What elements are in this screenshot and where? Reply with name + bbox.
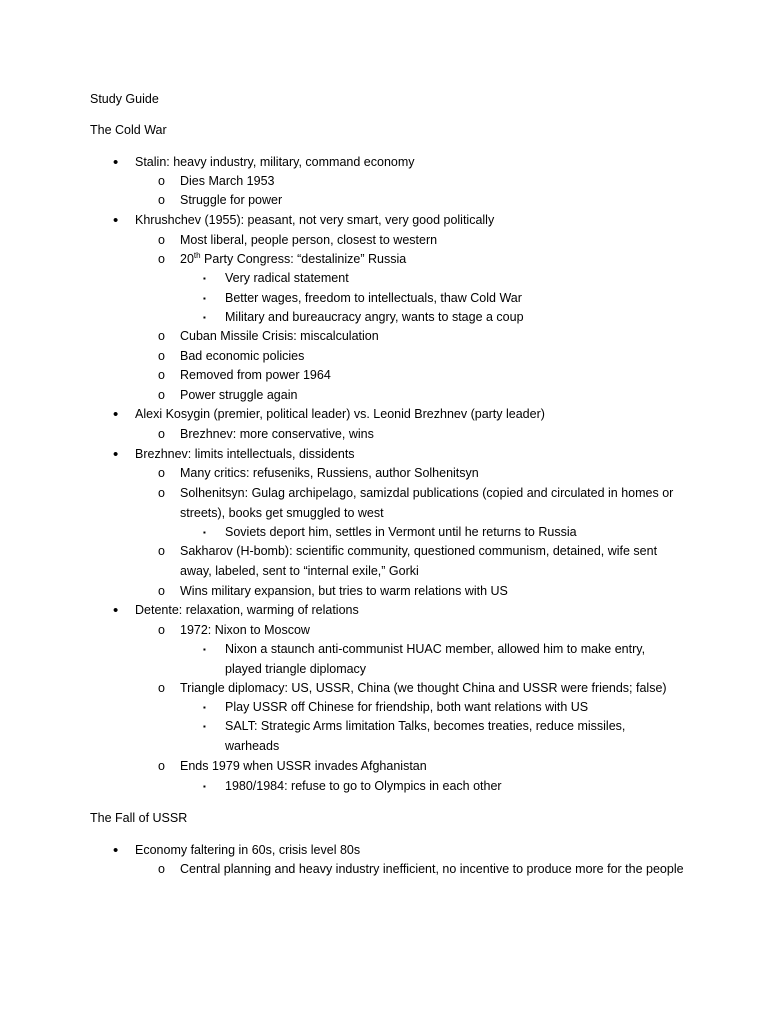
- circle-marker: o: [158, 349, 165, 363]
- circle-marker: o: [158, 759, 165, 773]
- bullet-marker: •: [113, 842, 119, 859]
- square-marker: ▪: [203, 294, 206, 303]
- bullet-marker: •: [113, 446, 119, 463]
- section-heading-cold-war: The Cold War: [90, 123, 167, 137]
- square-marker: ▪: [203, 703, 206, 712]
- circle-marker: o: [158, 193, 165, 207]
- square-marker: ▪: [203, 274, 206, 283]
- circle-marker: o: [158, 252, 165, 266]
- circle-marker: o: [158, 584, 165, 598]
- square-marker: ▪: [203, 528, 206, 537]
- section-heading-fall-of-ussr: The Fall of USSR: [90, 811, 188, 825]
- bullet-marker: •: [113, 212, 119, 229]
- circle-marker: o: [158, 427, 165, 441]
- document-title: Study Guide: [90, 92, 159, 106]
- circle-marker: o: [158, 862, 165, 876]
- circle-marker: o: [158, 329, 165, 343]
- circle-marker: o: [158, 174, 165, 188]
- circle-marker: o: [158, 486, 165, 500]
- circle-marker: o: [158, 233, 165, 247]
- circle-marker: o: [158, 623, 165, 637]
- square-marker: ▪: [203, 722, 206, 731]
- bullet-marker: •: [113, 602, 119, 619]
- bullet-marker: •: [113, 154, 119, 171]
- circle-marker: o: [158, 681, 165, 695]
- circle-marker: o: [158, 466, 165, 480]
- bullet-marker: •: [113, 406, 119, 423]
- circle-marker: o: [158, 388, 165, 402]
- circle-marker: o: [158, 544, 165, 558]
- circle-marker: o: [158, 368, 165, 382]
- square-marker: ▪: [203, 782, 206, 791]
- square-marker: ▪: [203, 645, 206, 654]
- square-marker: ▪: [203, 313, 206, 322]
- document-page: Study Guide The Cold War • Stalin: heavy industry, military, command economy o Dies March 1953 o Struggle for power • Khrushchev (1955): peasant, not very smart, very good politically o Most liberal, people person, closest to western o 20th Party Congress: “destalinize” Russia ▪ Very radical statement ▪ Better wages, freedom to intellectuals, thaw Cold War ▪ Military and bureaucracy angry, wants to stage a coup o Cuban Missile Crisis: miscalculation o Bad economic policies o Removed from power 1964 o Power struggle again • Alexi Kosygin (premier, political leader) vs. Leonid Brezhnev (party leader) o Brezhnev: more conservative, wins • Brezhnev: limits intellectuals, dissidents o Many critics: refuseniks, Russiens, author Solhenitsyn o Solhenitsyn: Gulag archipelago, samizdal publications (copied and circulated in homes or streets), books get smuggled to west ▪ Soviets deport him, settles in Vermont until he returns to Russia o Sakharov (H-bomb): scientific community, questioned communism, detained, wife sent away, labeled, sent to “internal exile,” Gorki o Wins military expansion, but tries to warm relations with US • Detente: relaxation, warming of relations o 1972: Nixon to Moscow ▪ Nixon a staunch anti-communist HUAC member, allowed him to make entry, played triangle diplomacy o Triangle diplomacy: US, USSR, China (we thought China and USSR were friends; false) ▪ Play USSR off Chinese for friendship, both want relations with US ▪ SALT: Strategic Arms limitation Talks, becomes treaties, reduce missiles, warheads o Ends 1979 when USSR invades Afghanistan ▪ 1980/1984: refuse to go to Olympics in each other The Fall of USSR • Economy faltering in 60s, crisis level 80s o Central planning and heavy industry inefficient, no incentive to produce more for the people: [0, 0, 768, 1024]
